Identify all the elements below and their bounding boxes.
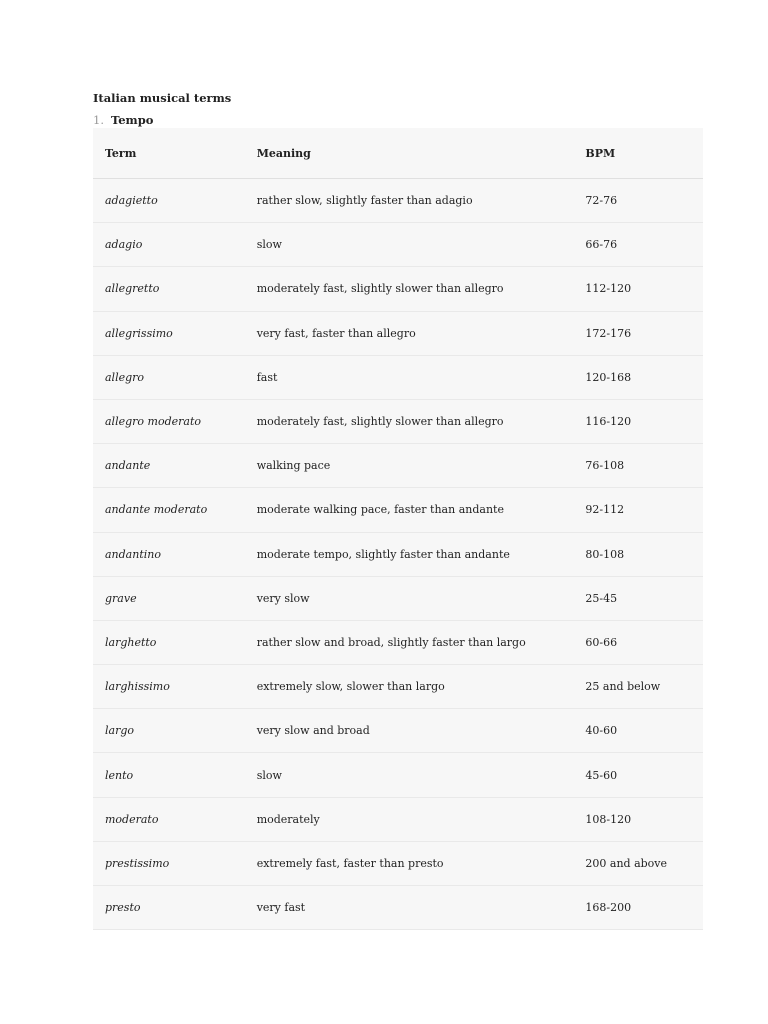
meaning-cell: fast <box>245 355 574 399</box>
meaning-cell: very fast <box>245 886 574 930</box>
term-cell: adagio <box>93 223 245 267</box>
bpm-cell: 92-112 <box>573 488 703 532</box>
meaning-cell: moderately fast, slightly slower than allegro <box>245 267 574 311</box>
meaning-cell: slow <box>245 753 574 797</box>
table-row <box>93 444 703 488</box>
bpm-cell: 76-108 <box>573 444 703 488</box>
table-header-row <box>93 128 703 179</box>
section-number: 1. <box>93 113 104 127</box>
bpm-cell: 25 and below <box>573 665 703 709</box>
column-header-bpm: BPM <box>573 128 703 179</box>
table-row <box>93 179 703 223</box>
term-cell: andantino <box>93 532 245 576</box>
meaning-cell: slow <box>245 223 574 267</box>
term-cell: allegrissimo <box>93 311 245 355</box>
table-row <box>93 665 703 709</box>
bpm-cell: 45-60 <box>573 753 703 797</box>
tempo-table <box>93 128 703 930</box>
bpm-cell: 80-108 <box>573 532 703 576</box>
bpm-cell: 112-120 <box>573 267 703 311</box>
term-cell: allegro moderato <box>93 399 245 443</box>
section-title: Tempo <box>111 113 154 127</box>
column-header-term: Term <box>93 128 245 179</box>
term-cell: andante moderato <box>93 488 245 532</box>
bpm-cell: 200 and above <box>573 841 703 885</box>
bpm-cell: 40-60 <box>573 709 703 753</box>
meaning-cell: moderately fast, slightly slower than allegro <box>245 399 574 443</box>
bpm-cell: 25-45 <box>573 576 703 620</box>
bpm-cell: 120-168 <box>573 355 703 399</box>
meaning-cell: extremely fast, faster than presto <box>245 841 574 885</box>
table-row <box>93 620 703 664</box>
bpm-cell: 108-120 <box>573 797 703 841</box>
term-cell: largo <box>93 709 245 753</box>
meaning-cell: moderate tempo, slightly faster than andante <box>245 532 574 576</box>
meaning-cell: moderate walking pace, faster than andante <box>245 488 574 532</box>
term-cell: adagietto <box>93 179 245 223</box>
meaning-cell: very slow <box>245 576 574 620</box>
table-row <box>93 841 703 885</box>
meaning-cell: extremely slow, slower than largo <box>245 665 574 709</box>
term-cell: presto <box>93 886 245 930</box>
bpm-cell: 72-76 <box>573 179 703 223</box>
table-row <box>93 576 703 620</box>
meaning-cell: walking pace <box>245 444 574 488</box>
table-row <box>93 886 703 930</box>
table-row <box>93 532 703 576</box>
table-row <box>93 355 703 399</box>
term-cell: prestissimo <box>93 841 245 885</box>
meaning-cell: rather slow, slightly faster than adagio <box>245 179 574 223</box>
column-header-meaning: Meaning <box>245 128 574 179</box>
table-row <box>93 709 703 753</box>
term-cell: grave <box>93 576 245 620</box>
term-cell: larghissimo <box>93 665 245 709</box>
meaning-cell: moderately <box>245 797 574 841</box>
table-row <box>93 797 703 841</box>
term-cell: allegretto <box>93 267 245 311</box>
term-cell: lento <box>93 753 245 797</box>
table-body <box>93 179 703 930</box>
meaning-cell: very slow and broad <box>245 709 574 753</box>
term-cell: larghetto <box>93 620 245 664</box>
table-row <box>93 267 703 311</box>
bpm-cell: 60-66 <box>573 620 703 664</box>
table-row <box>93 399 703 443</box>
section-heading <box>93 113 153 127</box>
term-cell: allegro <box>93 355 245 399</box>
table-row <box>93 311 703 355</box>
meaning-cell: very fast, faster than allegro <box>245 311 574 355</box>
table-row <box>93 223 703 267</box>
term-cell: moderato <box>93 797 245 841</box>
bpm-cell: 116-120 <box>573 399 703 443</box>
term-cell: andante <box>93 444 245 488</box>
table-row <box>93 753 703 797</box>
bpm-cell: 168-200 <box>573 886 703 930</box>
page-title: Italian musical terms <box>93 91 232 105</box>
bpm-cell: 66-76 <box>573 223 703 267</box>
bpm-cell: 172-176 <box>573 311 703 355</box>
table-row <box>93 488 703 532</box>
meaning-cell: rather slow and broad, slightly faster than largo <box>245 620 574 664</box>
